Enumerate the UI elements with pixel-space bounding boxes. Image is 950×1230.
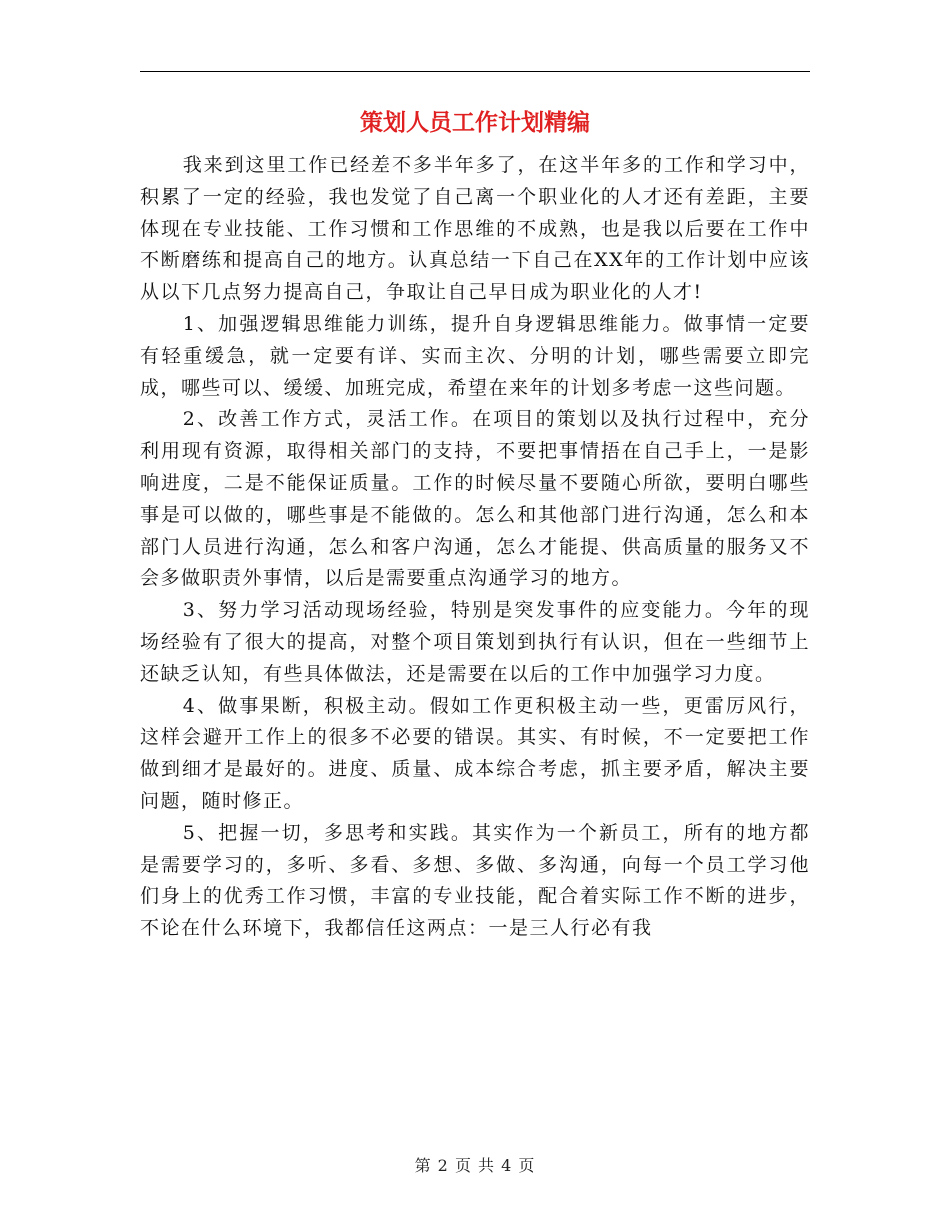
total-page-count: 4 (501, 1156, 513, 1175)
paragraph-intro: 我来到这里工作已经差不多半年多了，在这半年多的工作和学习中，积累了一定的经验，我也发觉了自己离一个职业化的人才还有差距，主要体现在专业技能、工作习惯和工作思维的不成熟，也是我以后要在工作中不断磨练和提高自己的地方。认真总结一下自己在XX年的工作计划中应该从以下几点努力提高自己，争取让自己早日成为职业化的人才! (140, 154, 810, 304)
document-body (140, 150, 810, 945)
document-title: 策划人员工作计划精编 (360, 110, 590, 136)
paragraph-point-5: 5、把握一切，多思考和实践。其实作为一个新员工，所有的地方都是需要学习的，多听、多看、多想、多做、多沟通，向每一个员工学习他们身上的优秀工作习惯，丰富的专业技能，配合着实际工作不断的进步，不论在什么环境下，我都信任这两点：一是三人行必有我 (140, 821, 810, 940)
page-number-footer (140, 1155, 810, 1177)
paragraph-point-2: 2、改善工作方式，灵活工作。在项目的策划以及执行过程中，充分利用现有资源，取得相关部门的支持，不要把事情捂在自己手上，一是影响进度，二是不能保证质量。工作的时候尽量不要随心所欲，要明白哪些事是可以做的，哪些事是不能做的。怎么和其他部门进行沟通，怎么和本部门人员进行沟通，怎么和客户沟通，怎么才能提、供高质量的服务又不会多做职责外事情，以后是需要重点沟通学习的地方。 (140, 408, 810, 590)
header-rule (140, 71, 810, 72)
footer-middle: 页 共 (454, 1156, 496, 1175)
footer-prefix: 第 (414, 1156, 432, 1175)
paragraph-point-4: 4、做事果断，积极主动。假如工作更积极主动一些，更雷厉风行，这样会避开工作上的很多不必要的错误。其实、有时候，不一定要把工作做到细才是最好的。进度、质量、成本综合考虑，抓主要矛盾，解决主要问题，随时修正。 (140, 694, 810, 812)
current-page-number: 2 (437, 1156, 449, 1175)
paragraph-point-3: 3、努力学习活动现场经验，特别是突发事件的应变能力。今年的现场经验有了很大的提高，对整个项目策划到执行有认识，但在一些细节上还缺乏认知，有些具体做法，还是需要在以后的工作中加强学习力度。 (140, 599, 810, 685)
paragraph-point-1: 1、加强逻辑思维能力训练，提升自身逻辑思维能力。做事情一定要有轻重缓急，就一定要有详、实而主次、分明的计划，哪些需要立即完成，哪些可以、缓缓、加班完成，希望在来年的计划多考虑一这些问题。 (140, 312, 810, 399)
footer-suffix: 页 (518, 1156, 536, 1175)
